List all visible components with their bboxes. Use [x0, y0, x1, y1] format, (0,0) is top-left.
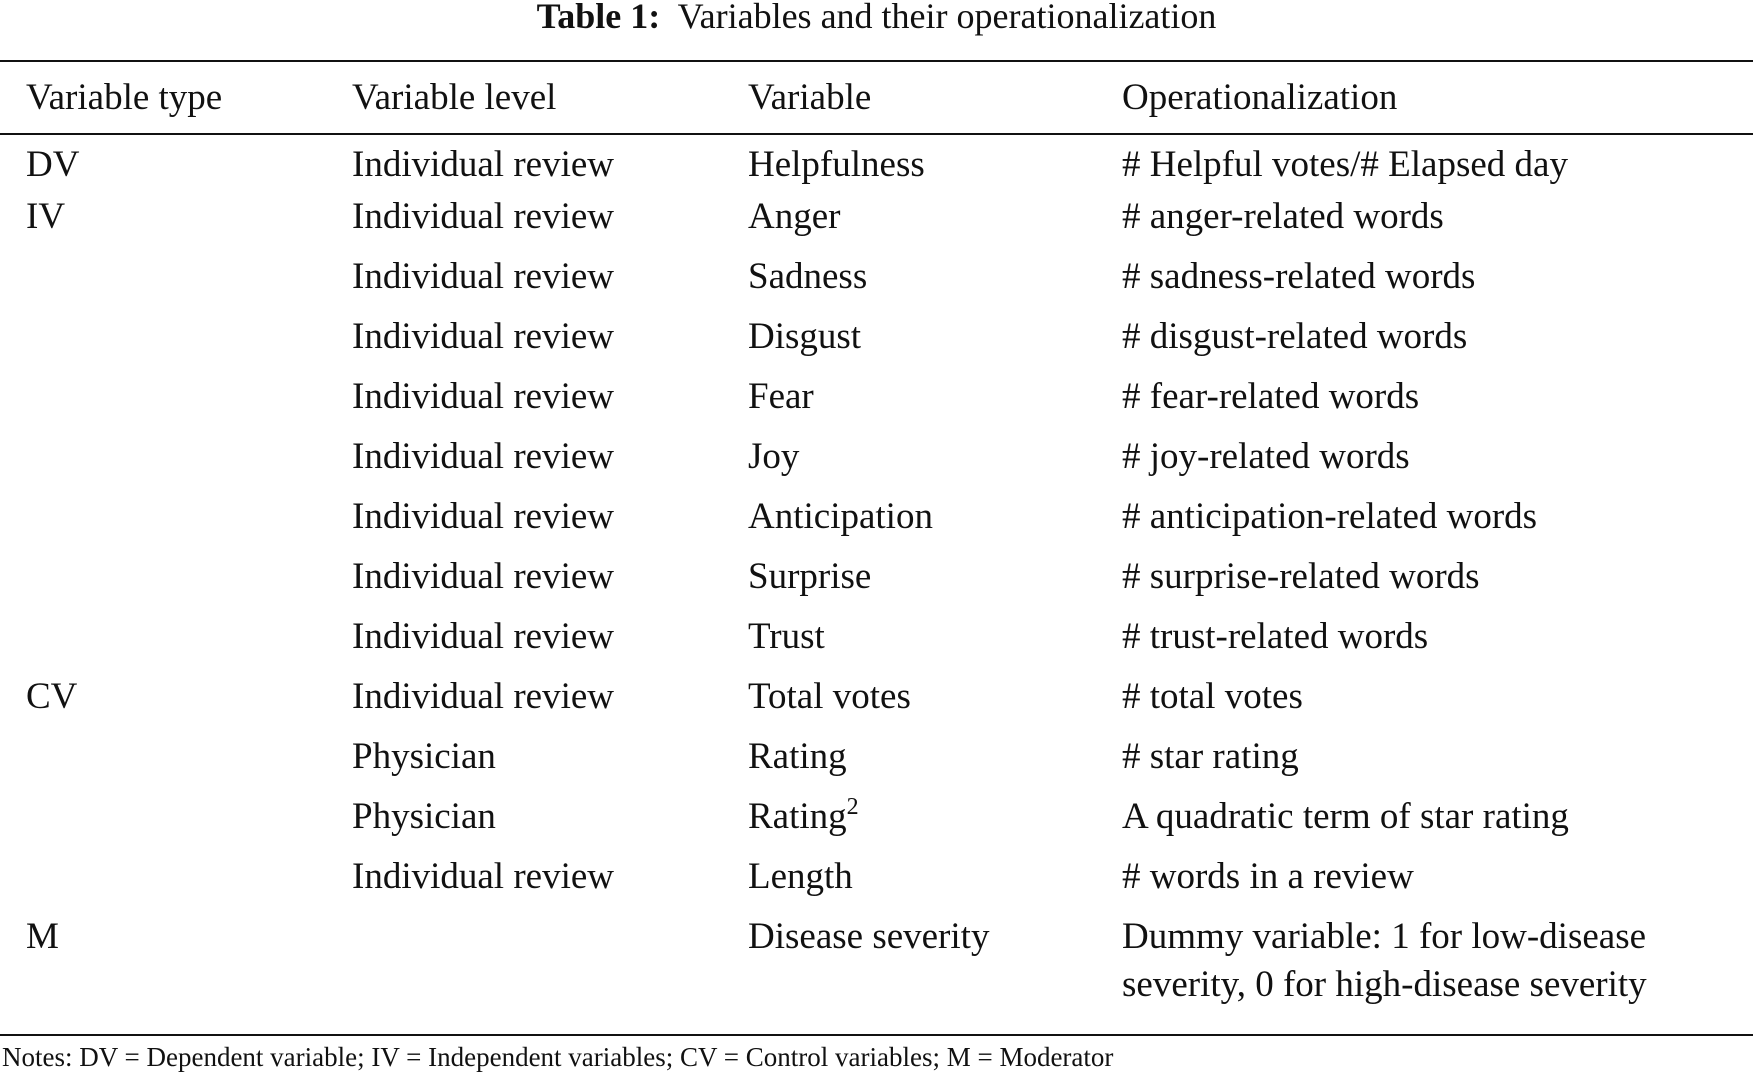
variable-name: Anticipation — [748, 496, 933, 537]
cell-variable-level: Individual review — [352, 316, 614, 357]
variable-name: Disgust — [748, 316, 862, 357]
cell-variable — [748, 913, 1122, 1009]
table-row — [0, 853, 1753, 913]
cell-variable-level: Individual review — [352, 196, 614, 237]
cell-variable-type — [0, 553, 352, 613]
table-row — [0, 373, 1753, 433]
table-row — [0, 733, 1753, 793]
variable-name: Trust — [748, 616, 825, 657]
cell-variable-type: M — [26, 916, 59, 957]
table-row — [0, 133, 1753, 193]
cell-variable — [748, 493, 1122, 553]
cell-operationalization: # anger-related words — [1122, 196, 1444, 237]
cell-variable — [748, 253, 1122, 313]
variable-name: Rating — [748, 736, 847, 777]
cell-variable-level: Individual review — [352, 496, 614, 537]
cell-variable — [748, 373, 1122, 433]
cell-variable-type — [0, 373, 352, 433]
cell-variable — [748, 853, 1122, 913]
variable-name: Fear — [748, 376, 814, 417]
table-row — [0, 253, 1753, 313]
cell-operationalization: # joy-related words — [1122, 436, 1410, 477]
table-row — [0, 613, 1753, 673]
variable-name: Surprise — [748, 556, 872, 597]
cell-operationalization: # star rating — [1122, 736, 1299, 777]
cell-operationalization: # anticipation-related words — [1122, 496, 1538, 537]
cell-variable-level: Individual review — [352, 676, 614, 717]
cell-variable — [748, 133, 1122, 193]
cell-operationalization: # words in a review — [1122, 856, 1414, 897]
bottom-rule — [0, 1034, 1753, 1036]
variable-name: Joy — [748, 436, 800, 477]
cell-variable-level: Individual review — [352, 376, 614, 417]
cell-variable — [748, 553, 1122, 613]
table-caption — [0, 0, 1753, 38]
cell-variable-type — [0, 733, 352, 793]
cell-variable — [748, 433, 1122, 493]
table-row — [0, 793, 1753, 853]
cell-operationalization: # surprise-related words — [1122, 556, 1480, 597]
cell-operationalization: # Helpful votes/# Elapsed day — [1122, 144, 1568, 185]
cell-operationalization: # sadness-related words — [1122, 256, 1476, 297]
cell-variable-type — [0, 793, 352, 853]
cell-variable — [748, 193, 1122, 253]
cell-variable-type: CV — [26, 676, 78, 717]
caption-text: Variables and their operationalization — [677, 0, 1217, 36]
table-row — [0, 673, 1753, 733]
table-row — [0, 193, 1753, 253]
cell-variable-type — [0, 853, 352, 913]
cell-variable-level — [352, 913, 748, 1009]
cell-operationalization: # total votes — [1122, 676, 1303, 717]
cell-variable-level: Physician — [352, 796, 496, 837]
cell-variable — [748, 793, 1122, 853]
variable-name: Rating — [748, 796, 847, 837]
cell-variable-type — [0, 433, 352, 493]
table-row — [0, 493, 1753, 553]
variable-name: Helpfulness — [748, 144, 925, 185]
cell-variable-level: Individual review — [352, 144, 614, 185]
cell-operationalization: # trust-related words — [1122, 616, 1429, 657]
variable-superscript: 2 — [846, 794, 859, 820]
table-row — [0, 553, 1753, 613]
cell-variable-level: Individual review — [352, 616, 614, 657]
header-variable-type: Variable type — [26, 77, 223, 118]
cell-variable-type — [0, 613, 352, 673]
cell-variable — [748, 613, 1122, 673]
variable-name: Anger — [748, 196, 841, 237]
cell-variable-type — [0, 253, 352, 313]
cell-variable — [748, 313, 1122, 373]
cell-variable — [748, 733, 1122, 793]
header-operationalization: Operationalization — [1122, 77, 1398, 118]
variables-table — [0, 62, 1753, 1009]
table-row — [0, 913, 1753, 1009]
cell-variable-type — [0, 493, 352, 553]
cell-variable-level: Physician — [352, 736, 496, 777]
cell-variable-level: Individual review — [352, 556, 614, 597]
caption-label: Table 1: — [536, 0, 661, 36]
table-row — [0, 313, 1753, 373]
cell-operationalization: A quadratic term of star rating — [1122, 796, 1569, 837]
cell-operationalization: Dummy variable: 1 for low-disease severity, 0 for high-disease severity — [1122, 916, 1647, 1005]
variable-name: Sadness — [748, 256, 868, 297]
variable-name: Total votes — [748, 676, 911, 717]
cell-variable — [748, 673, 1122, 733]
cell-operationalization: # disgust-related words — [1122, 316, 1468, 357]
cell-operationalization: # fear-related words — [1122, 376, 1420, 417]
header-variable: Variable — [748, 77, 872, 118]
table-notes: Notes: DV = Dependent variable; IV = Independent variables; CV = Control variables; M = Moderator — [2, 1042, 1114, 1072]
header-variable-level: Variable level — [352, 77, 557, 118]
cell-variable-type: IV — [26, 196, 66, 237]
header-row — [0, 62, 1753, 133]
variable-name: Disease severity — [748, 916, 990, 957]
variable-name: Length — [748, 856, 853, 897]
cell-variable-type — [0, 313, 352, 373]
cell-variable-level: Individual review — [352, 436, 614, 477]
cell-variable-level: Individual review — [352, 256, 614, 297]
cell-variable-type: DV — [26, 144, 80, 185]
table-row — [0, 433, 1753, 493]
cell-variable-level: Individual review — [352, 856, 614, 897]
